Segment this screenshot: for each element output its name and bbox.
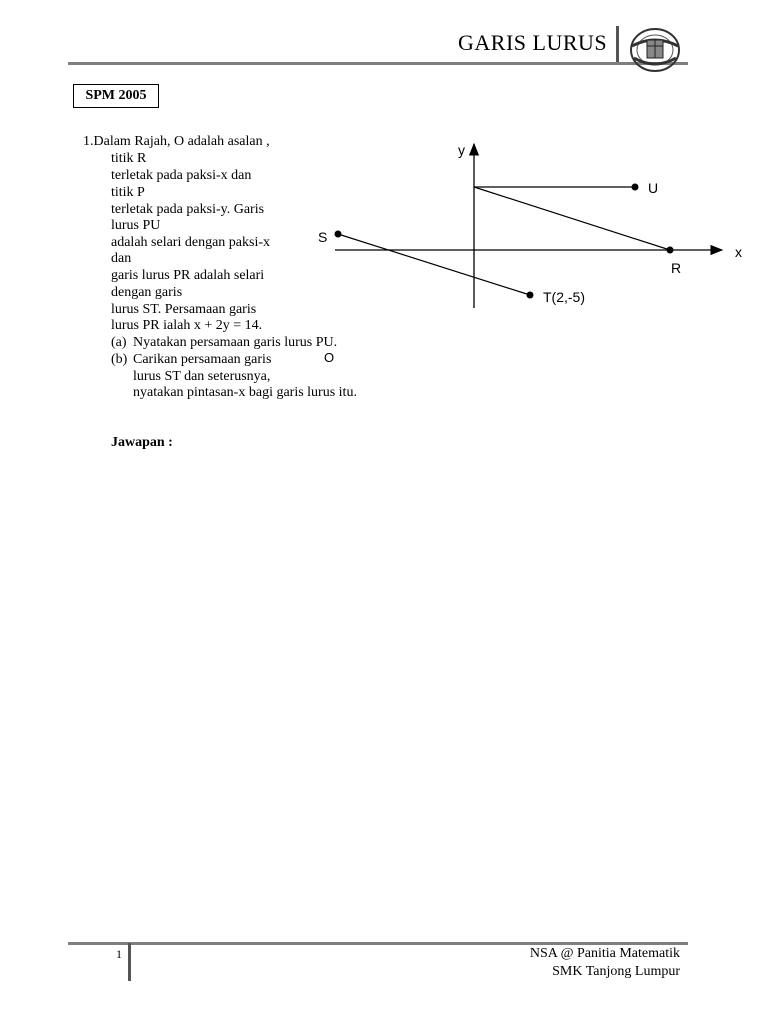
point-s	[335, 231, 342, 238]
label-r: R	[671, 260, 682, 276]
exam-label-box: SPM 2005	[73, 84, 159, 108]
straight-line-diagram	[300, 130, 760, 320]
part-a-label: (a)	[111, 335, 127, 350]
page-header-title: GARIS LURUS	[458, 30, 608, 55]
question-line-3: terletak pada paksi-x dan	[111, 168, 252, 183]
footer-line-1: NSA @ Panitia Matematik	[529, 946, 680, 961]
header-divider	[616, 26, 619, 64]
question-line-10: dengan garis	[111, 285, 183, 300]
school-crest-icon	[628, 26, 682, 74]
question-line-2: titik R	[111, 151, 147, 166]
origin-label: O	[324, 350, 335, 365]
footer-line-2: SMK Tanjong Lumpur	[552, 964, 680, 979]
answer-label: Jawapan :	[111, 435, 173, 450]
line-pr	[474, 187, 670, 250]
page-number: 1	[116, 947, 122, 961]
part-a-text: Nyatakan persamaan garis lurus PU.	[133, 335, 338, 350]
part-b-label: (b)	[111, 352, 128, 367]
y-axis-label: y	[458, 142, 465, 158]
label-s: S	[318, 229, 328, 245]
question-line-8: dan	[111, 251, 132, 266]
question-line-7: adalah selari dengan paksi-x	[111, 235, 270, 250]
label-u: U	[648, 180, 659, 196]
point-u	[632, 184, 639, 191]
question-line-12: lurus PR ialah x + 2y = 14.	[111, 318, 263, 333]
question-line-5: terletak pada paksi-y. Garis	[111, 202, 265, 217]
label-t: T(2,-5)	[543, 289, 585, 305]
footer-rule	[68, 942, 688, 945]
part-b-line-3: nyatakan pintasan-x bagi garis lurus itu.	[133, 385, 357, 400]
footer-divider	[128, 943, 131, 981]
question-line-9: garis lurus PR adalah selari	[111, 268, 265, 283]
part-b-line-1: Carikan persamaan garis	[133, 352, 272, 367]
part-b-line-2: lurus ST dan seterusnya,	[133, 369, 271, 384]
point-r	[667, 247, 674, 254]
x-axis-label: x	[735, 244, 742, 260]
point-t	[527, 292, 534, 299]
header-rule	[68, 62, 688, 65]
question-line-4: titik P	[111, 185, 145, 200]
question-line-6: lurus PU	[111, 218, 161, 233]
question-line-11: lurus ST. Persamaan garis	[111, 302, 257, 317]
line-st	[338, 234, 530, 295]
question-line-1: 1.Dalam Rajah, O adalah asalan ,	[83, 134, 270, 149]
